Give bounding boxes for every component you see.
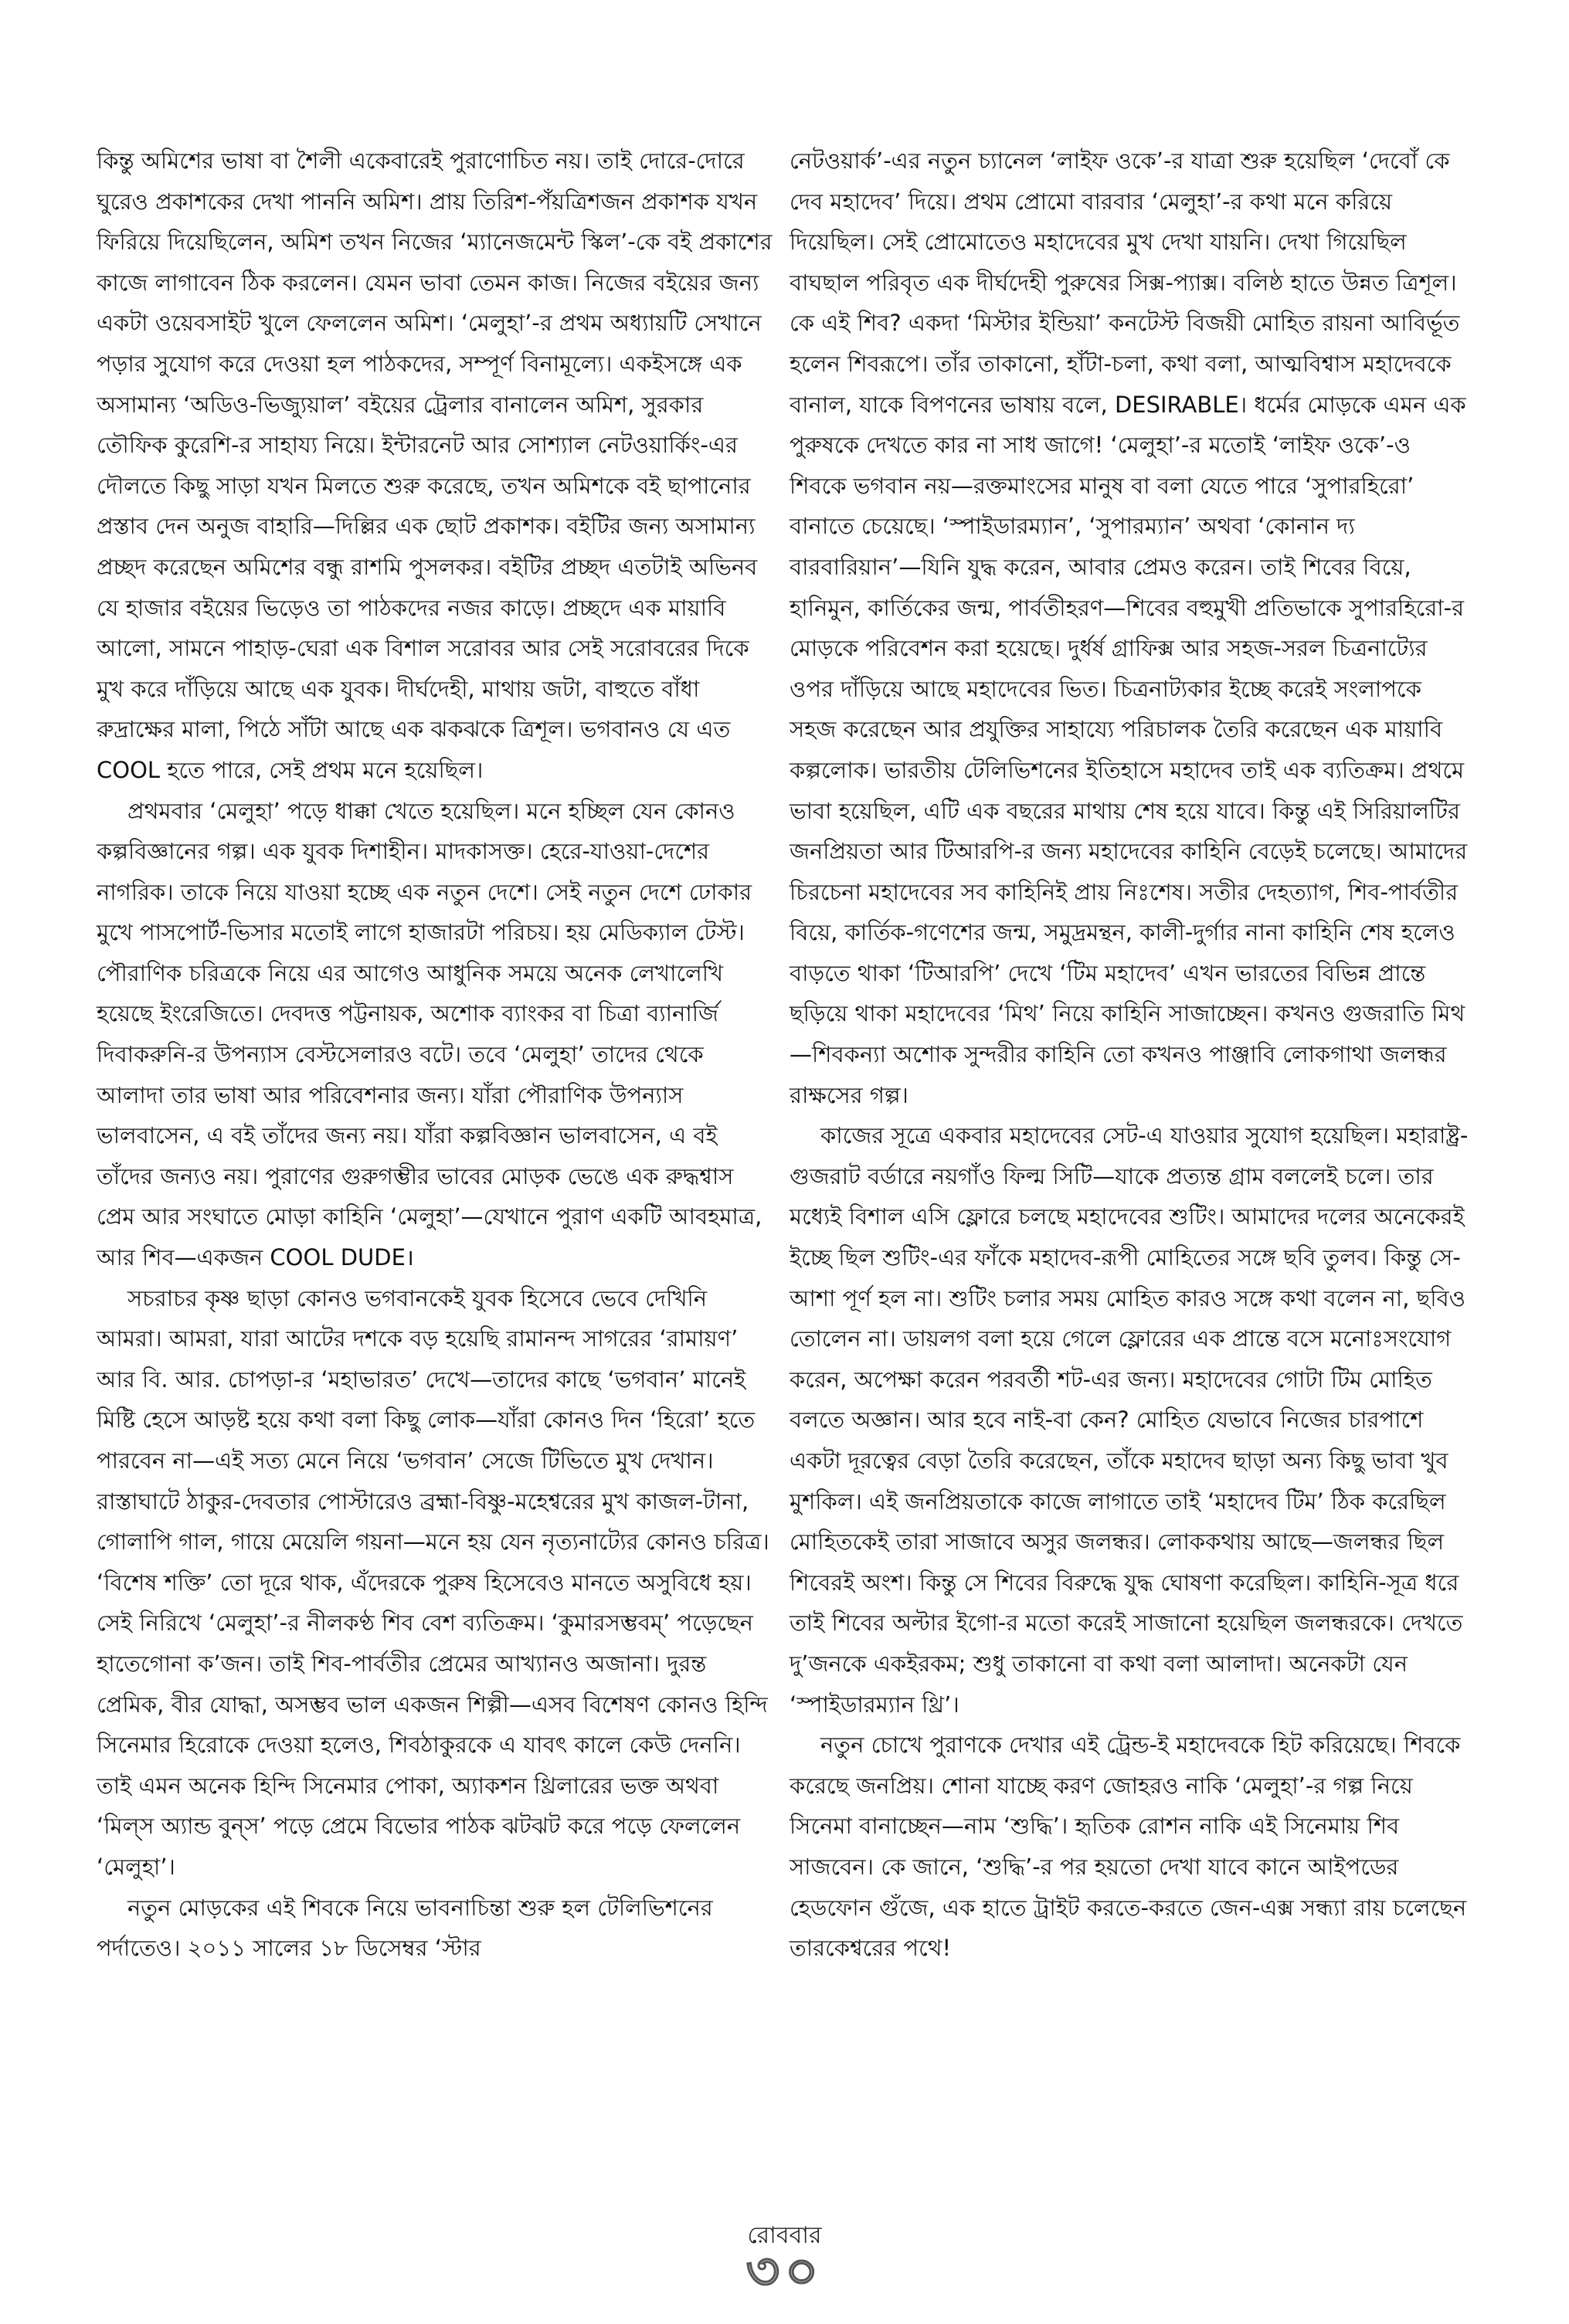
paragraph: কাজের সূত্রে একবার মহাদেবের সেট-এ যাওয়ার সুযোগ হয়েছিল। মহারাষ্ট্র-গুজরাট বর্ডারে নয়গাঁও ফিল্ম সিটি—যাকে প্রত্যন্ত গ্রাম বললেই চলে। তার মধ্যেই বিশাল এসি ফ্লোরে চলছে মহাদেবের শুটিং। আমাদের দলের অনেকেরই ইচ্ছে ছিল শুটিং-এর ফাঁকে মহাদেব-রূপী মোহিতের সঙ্গে ছবি তুলব। কিন্তু সে-আশা পূর্ণ হল না। শুটিং চলার সময় মোহিত কারও সঙ্গে কথা বলেন না, ছবিও তোলেন না। ডায়লগ বলা হয়ে গেলে ফ্লোরের এক প্রান্তে বসে মনোঃসংযোগ করেন, অপেক্ষা করেন পরবর্তী শট-এর জন্য। মহাদেবের গোটা টিম মোহিত বলতে অজ্ঞান। আর হবে নাই-বা কেন? মোহিত যেভাবে নিজের চারপাশে একটা দূরত্বের বেড়া তৈরি করেছেন, তাঁকে মহাদেব ছাড়া অন্য কিছু ভাবা খুব মুশকিল। এই জনপ্রিয়তাকে কাজে লাগাতে তাই ‘মহাদেব টিম’ ঠিক করেছিল মোহিতকেই তারা সাজাবে অসুর জলন্ধর। লোককথায় আছে—জলন্ধর ছিল শিবেরই অংশ। কিন্তু সে শিবের বিরুদ্ধে যুদ্ধ ঘোষণা করেছিল। কাহিনি-সূত্র ধরে তাই শিবের অল্টার ইগো-র মতো করেই সাজানো হয়েছিল জলন্ধরকে। দেখতে দু’জনকে একইরকম; শুধু তাকানো বা কথা বলা আলাদা। অনেকটা যেন ‘স্পাইডারম্যান থ্রি’। <box>790 1122 1469 1718</box>
paragraph: নতুন মোড়কের এই শিবকে নিয়ে ভাবনাচিন্তা শুরু হল টেলিভিশনের পর্দাতেও। ২০১১ সালের ১৮ ডিসেম্বর ‘স্টার <box>97 1894 713 1962</box>
right-column <box>790 141 1469 1969</box>
paragraph: নেটওয়ার্ক’-এর নতুন চ্যানেল ‘লাইফ ওকে’-র যাত্রা শুরু হয়েছিল ‘দেবোঁ কে দেব মহাদেব’ দিয়ে। প্রথম প্রোমো বারবার ‘মেলুহা’-র কথা মনে করিয়ে দিয়েছিল। সেই প্রোমোতেও মহাদেবের মুখ দেখা যায়নি। দেখা গিয়েছিল বাঘছাল পরিবৃত এক দীর্ঘদেহী পুরুষের সিক্স-প্যাক্স। বলিষ্ঠ হাতে উন্নত ত্রিশূল। কে এই শিব? একদা ‘মিস্টার ইন্ডিয়া’ কনটেস্ট বিজয়ী মোহিত রায়না আবির্ভূত হলেন শিবরূপে। তাঁর তাকানো, হাঁটা-চলা, কথা বলা, আত্মবিশ্বাস মহাদেবকে বানাল, যাকে বিপণনের ভাষায় বলে, DESIRABLE। ধর্মের মোড়কে এমন এক পুরুষকে দেখতে কার না সাধ জাগে! ‘মেলুহা’-র মতোই ‘লাইফ ওকে’-ও শিবকে ভগবান নয়—রক্তমাংসের মানুষ বা বলা যেতে পারে ‘সুপারহিরো’ বানাতে চেয়েছে। ‘স্পাইডারম্যান’, ‘সুপারম্যান’ অথবা ‘কোনান দ্য বারবারিয়ান’—যিনি যুদ্ধ করেন, আবার প্রেমও করেন। তাই শিবের বিয়ে, হানিমুন, কার্তিকের জন্ম, পার্বতীহরণ—শিবের বহুমুখী প্রতিভাকে সুপারহিরো-র মোড়কে পরিবেশন করা হয়েছে। দুর্ধর্ষ গ্রাফিক্স আর সহজ-সরল চিত্রনাট্যের ওপর দাঁড়িয়ে আছে মহাদেবের ভিত। চিত্রনাট্যকার ইচ্ছে করেই সংলাপকে সহজ করেছেন আর প্রযুক্তির সাহায্যে পরিচালক তৈরি করেছেন এক মায়াবি কল্পলোক। ভারতীয় টেলিভিশনের ইতিহাসে মহাদেব তাই এক ব্যতিক্রম। প্রথমে ভাবা হয়েছিল, এটি এক বছরের মাথায় শেষ হয়ে যাবে। কিন্তু এই সিরিয়ালটির জনপ্রিয়তা আর টিআরপি-র জন্য মহাদেবের কাহিনি বেড়েই চলেছে। আমাদের চিরচেনা মহাদেবের সব কাহিনিই প্রায় নিঃশেষ। সতীর দেহত্যাগ, শিব-পার্বতীর বিয়ে, কার্তিক-গণেশের জন্ম, সমুদ্রমন্থন, কালী-দুর্গার নানা কাহিনি শেষ হলেও বাড়তে থাকা ‘টিআরপি’ দেখে ‘টিম মহাদেব’ এখন ভারতের বিভিন্ন প্রান্তে ছড়িয়ে থাকা মহাদেবের ‘মিথ’ নিয়ে কাহিনি সাজাচ্ছেন। কখনও গুজরাতি মিথ—শিবকন্যা অশোক সুন্দরীর কাহিনি তো কখনও পাঞ্জাবি লোকগাথা জলন্ধর রাক্ষসের গল্প। <box>790 148 1468 1108</box>
page-number: ৩০ <box>745 2241 824 2302</box>
paragraph: প্রথমবার ‘মেলুহা’ পড়ে ধাক্কা খেতে হয়েছিল। মনে হচ্ছিল যেন কোনও কল্পবিজ্ঞানের গল্প। এক যুবক দিশাহীন। মাদকাসক্ত। হেরে-যাওয়া-দেশের নাগরিক। তাকে নিয়ে যাওয়া হচ্ছে এক নতুন দেশে। সেই নতুন দেশে ঢোকার মুখে পাসপোর্ট-ভিসার মতোই লাগে হাজারটা পরিচয়। হয় মেডিক্যাল টেস্ট। পৌরাণিক চরিত্রকে নিয়ে এর আগেও আধুনিক সময়ে অনেক লেখালেখি হয়েছে ইংরেজিতে। দেবদত্ত পট্টনায়ক, অশোক ব্যাংকর বা চিত্রা ব্যানার্জি দিবাকরুনি-র উপন্যাস বেস্টসেলারও বটে। তবে ‘মেলুহা’ তাদের থেকে আলাদা তার ভাষা আর পরিবেশনার জন্য। যাঁরা পৌরাণিক উপন্যাস ভালবাসেন, এ বই তাঁদের জন্য নয়। যাঁরা কল্পবিজ্ঞান ভালবাসেন, এ বই তাঁদের জন্যও নয়। পুরাণের গুরুগম্ভীর ভাবের মোড়ক ভেঙে এক রুদ্ধশ্বাস প্রেম আর সংঘাতে মোড়া কাহিনি ‘মেলুহা’—যেখানে পুরাণ একটি আবহমাত্র, আর শিব—একজন COOL DUDE। <box>97 797 762 1271</box>
paragraph: নতুন চোখে পুরাণকে দেখার এই ট্রেন্ড-ই মহাদেবকে হিট করিয়েছে। শিবকে করেছে জনপ্রিয়। শোনা যাচ্ছে করণ জোহরও নাকি ‘মেলুহা’-র গল্প নিয়ে সিনেমা বানাচ্ছেন—নাম ‘শুদ্ধি’। হৃতিক রোশন নাকি এই সিনেমায় শিব সাজবেন। কে জানে, ‘শুদ্ধি’-র পর হয়তো দেখা যাবে কানে আইপডের হেডফোন গুঁজে, এক হাতে ট্রাইট করতে-করতে জেন-এক্স সন্ধ্যা রায় চলেছেন তারকেশ্বরের পথে! <box>790 1732 1467 1962</box>
paragraph: সচরাচর কৃষ্ণ ছাড়া কোনও ভগবানকেই যুবক হিসেবে ভেবে দেখিনি আমরা। আমরা, যারা আটের দশকে বড় হয়েছি রামানন্দ সাগরের ‘রামায়ণ’ আর বি. আর. চোপড়া-র ‘মহাভারত’ দেখে—তাদের কাছে ‘ভগবান’ মানেই মিষ্টি হেসে আড়ষ্ট হয়ে কথা বলা কিছু লোক—যাঁরা কোনও দিন ‘হিরো’ হতে পারবেন না—এই সত্য মেনে নিয়ে ‘ভগবান’ সেজে টিভিতে মুখ দেখান। রাস্তাঘাটে ঠাকুর-দেবতার পোস্টারেও ব্রহ্মা-বিষ্ণু-মহেশ্বরের মুখ কাজল-টানা, গোলাপি গাল, গায়ে মেয়েলি গয়না—মনে হয় যেন নৃত্যনাট্যের কোনও চরিত্র। ‘বিশেষ শক্তি’ তো দূরে থাক, এঁদেরকে পুরুষ হিসেবেও মানতে অসুবিধে হয়। সেই নিরিখে ‘মেলুহা’-র নীলকণ্ঠ শিব বেশ ব্যতিক্রম। ‘কুমারসম্ভবম্’ পড়েছেন হাতেগোনা ক’জন। তাই শিব-পার্বতীর প্রেমের আখ্যানও অজানা। দুরন্ত প্রেমিক, বীর যোদ্ধা, অসম্ভব ভাল একজন শিল্পী—এসব বিশেষণ কোনও হিন্দি সিনেমার হিরোকে দেওয়া হলেও, শিবঠাকুরকে এ যাবৎ কালে কেউ দেননি। তাই এমন অনেক হিন্দি সিনেমার পোকা, অ্যাকশন থ্রিলারের ভক্ত অথবা ‘মিল্‌স অ্যান্ড বুন্‌স’ পড়ে প্রেমে বিভোর পাঠক ঝটঝট করে পড়ে ফেললেন ‘মেলুহা’। <box>97 1284 769 1880</box>
magazine-name: রোববার <box>747 2222 822 2249</box>
left-column <box>97 141 776 1969</box>
paragraph: কিন্তু অমিশের ভাষা বা শৈলী একেবারেই পুরাণোচিত নয়। তাই দোরে-দোরে ঘুরেও প্রকাশকের দেখা পাননি অমিশ। প্রায় তিরিশ-পঁয়ত্রিশজন প্রকাশক যখন ফিরিয়ে দিয়েছিলেন, অমিশ তখন নিজের ‘ম্যানেজমেন্ট স্কিল’-কে বই প্রকাশের কাজে লাগাবেন ঠিক করলেন। যেমন ভাবা তেমন কাজ। নিজের বইয়ের জন্য একটা ওয়েবসাইট খুলে ফেললেন অমিশ। ‘মেলুহা’-র প্রথম অধ্যায়টি সেখানে পড়ার সুযোগ করে দেওয়া হল পাঠকদের, সম্পূর্ণ বিনামূল্যে। একইসঙ্গে এক অসামান্য ‘অডিও-ভিজ্যুয়াল’ বইয়ের ট্রেলার বানালেন অমিশ, সুরকার তৌফিক কুরেশি-র সাহায্য নিয়ে। ইন্টারনেট আর সোশ্যাল নেটওয়ার্কিং-এর দৌলতে কিছু সাড়া যখন মিলতে শুরু করেছে, তখন অমিশকে বই ছাপানোর প্রস্তাব দেন অনুজ বাহারি—দিল্লির এক ছোট প্রকাশক। বইটির জন্য অসামান্য প্রচ্ছদ করেছেন অমিশের বন্ধু রাশমি পুসলকর। বইটির প্রচ্ছদ এতটাই অভিনব যে হাজার বইয়ের ভিড়েও তা পাঠকদের নজর কাড়ে। প্রচ্ছদে এক মায়াবি আলো, সামনে পাহাড়-ঘেরা এক বিশাল সরোবর আর সেই সরোবরের দিকে মুখ করে দাঁড়িয়ে আছে এক যুবক। দীর্ঘদেহী, মাথায় জটা, বাহুতে বাঁধা রুদ্রাক্ষের মালা, পিঠে সাঁটা আছে এক ঝকঝকে ত্রিশূল। ভগবানও যে এত COOL হতে পারে, সেই প্রথম মনে হয়েছিল। <box>97 148 773 783</box>
